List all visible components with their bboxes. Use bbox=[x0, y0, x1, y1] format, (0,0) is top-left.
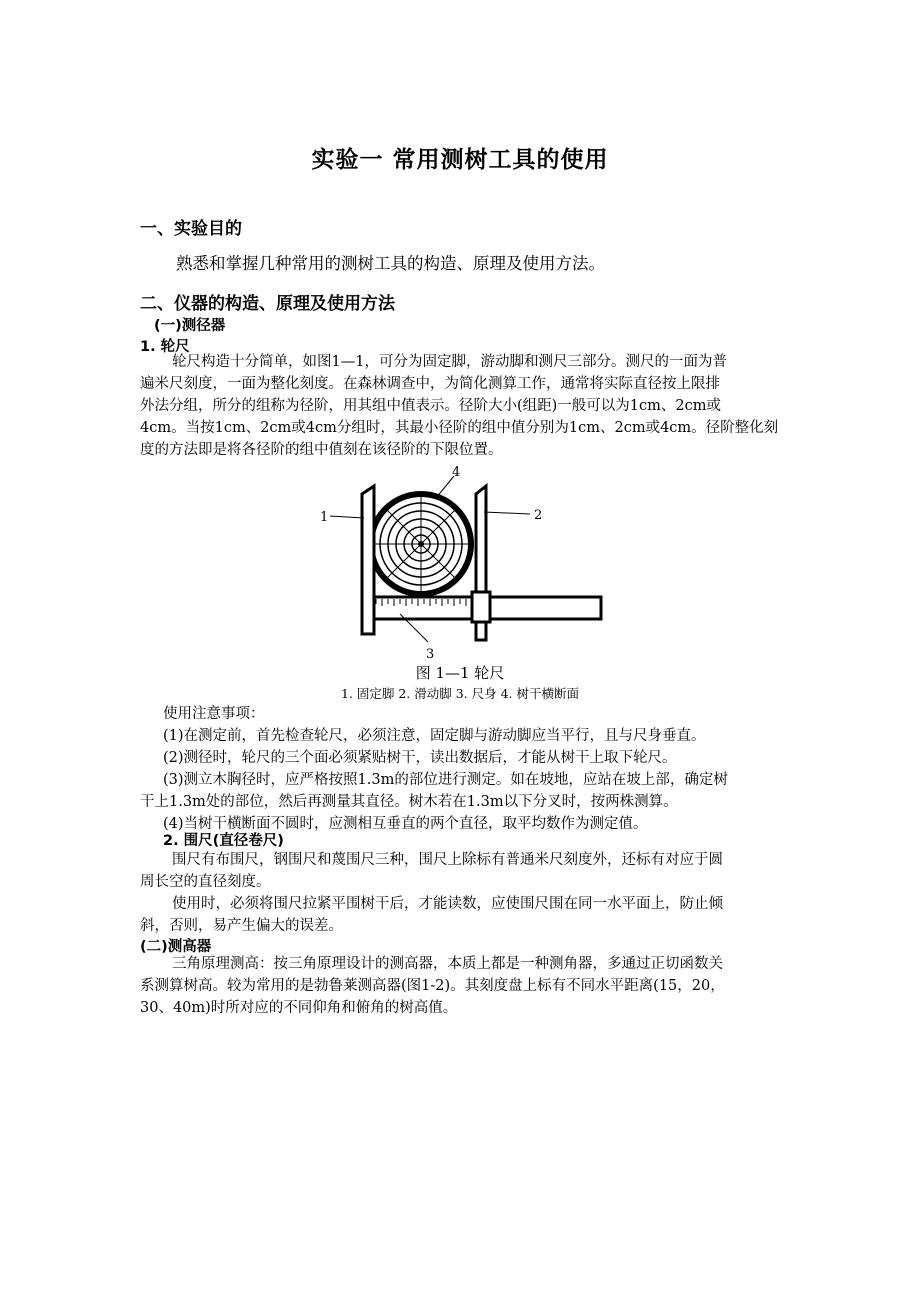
sliding-jaw-collar bbox=[472, 592, 490, 622]
paragraph-line: 遍米尺刻度，一面为整化刻度。在森林调查中，为简化测算工作，通常将实际直径按上限排 bbox=[140, 376, 720, 392]
note-line: 干上1.3m处的部位，然后再测量其直径。树木若在1.3m以下分叉时，按两株测算。 bbox=[140, 794, 678, 810]
paragraph-line: 三角原理测高：按三角原理设计的测高器，本质上都是一种测角器，多通过正切函数关 bbox=[172, 956, 723, 972]
paragraph-line: 外法分组，所分的组称为径阶，用其组中值表示。径阶大小(组距)一般可以为1cm、2cm或 bbox=[140, 398, 722, 414]
subsection-hypsometer: (二)测高器 bbox=[140, 939, 212, 955]
purpose-text: 熟悉和掌握几种常用的测树工具的构造、原理及使用方法。 bbox=[176, 254, 605, 273]
figure-caption: 图 1—1 轮尺 bbox=[415, 664, 505, 682]
page-title: 实验一 常用测树工具的使用 bbox=[311, 147, 609, 173]
subsection-caliper: (一)测径器 bbox=[154, 318, 226, 334]
paragraph-line: 30、40m)时所对应的不同仰角和俯角的树高值。 bbox=[140, 1000, 458, 1016]
note-line: (1)在测定前，首先检查轮尺，必须注意，固定脚与游动脚应当平行，且与尺身垂直。 bbox=[163, 728, 706, 744]
tree-cross-section bbox=[371, 494, 471, 594]
item-caliper: 1. 轮尺 bbox=[140, 339, 190, 355]
figure-legend: 1. 固定脚 2. 滑动脚 3. 尺身 4. 树干横断面 bbox=[340, 686, 580, 701]
figure-label-4: 4 bbox=[452, 465, 461, 480]
paragraph-line: 系测算树高。较为常用的是勃鲁莱测高器(图1-2)。其刻度盘上标有不同水平距离(15，20， bbox=[140, 978, 725, 994]
notes-title: 使用注意事项： bbox=[163, 706, 265, 722]
paragraph-line: 围尺有布围尺，钢围尺和蔑围尺三种，围尺上除标有普通米尺刻度外，还标有对应于圆 bbox=[172, 852, 723, 868]
caliper-figure bbox=[318, 464, 608, 664]
note-line: (2)测径时，轮尺的三个面必须紧贴树干，读出数据后，才能从树干上取下轮尺。 bbox=[163, 750, 677, 766]
paragraph-line: 度的方法即是将各径阶的组中值刻在该径阶的下限位置。 bbox=[140, 442, 503, 458]
fixed-jaw bbox=[362, 486, 374, 634]
figure-label-1: 1 bbox=[320, 510, 329, 525]
section-heading-instruments: 二、仪器的构造、原理及使用方法 bbox=[140, 294, 395, 314]
paragraph-line: 4cm。当按1cm、2cm或4cm分组时，其最小径阶的组中值分别为1cm、2cm或4cm。径阶整化刻 bbox=[140, 420, 779, 436]
note-line: (4)当树干横断面不圆时，应测相互垂直的两个直径，取平均数作为测定值。 bbox=[163, 816, 648, 832]
paragraph-line: 使用时，必须将围尺拉紧平围树干后，才能读数，应使围尺围在同一水平面上，防止倾 bbox=[172, 896, 723, 912]
paragraph-line: 轮尺构造十分简单，如图1—1，可分为固定脚，游动脚和测尺三部分。测尺的一面为普 bbox=[172, 354, 727, 370]
figure-label-3: 3 bbox=[426, 647, 435, 662]
paragraph-line: 斜，否则，易产生偏大的误差。 bbox=[140, 918, 343, 934]
item-diameter-tape: 2. 围尺(直径卷尺) bbox=[163, 833, 284, 849]
section-heading-purpose: 一、实验目的 bbox=[140, 219, 242, 239]
figure-label-2: 2 bbox=[534, 508, 543, 523]
note-line: (3)测立木胸径时，应严格按照1.3m的部位进行测定。如在坡地，应站在坡上部，确定树 bbox=[163, 772, 728, 788]
paragraph-line: 周长空的直径刻度。 bbox=[140, 874, 271, 890]
